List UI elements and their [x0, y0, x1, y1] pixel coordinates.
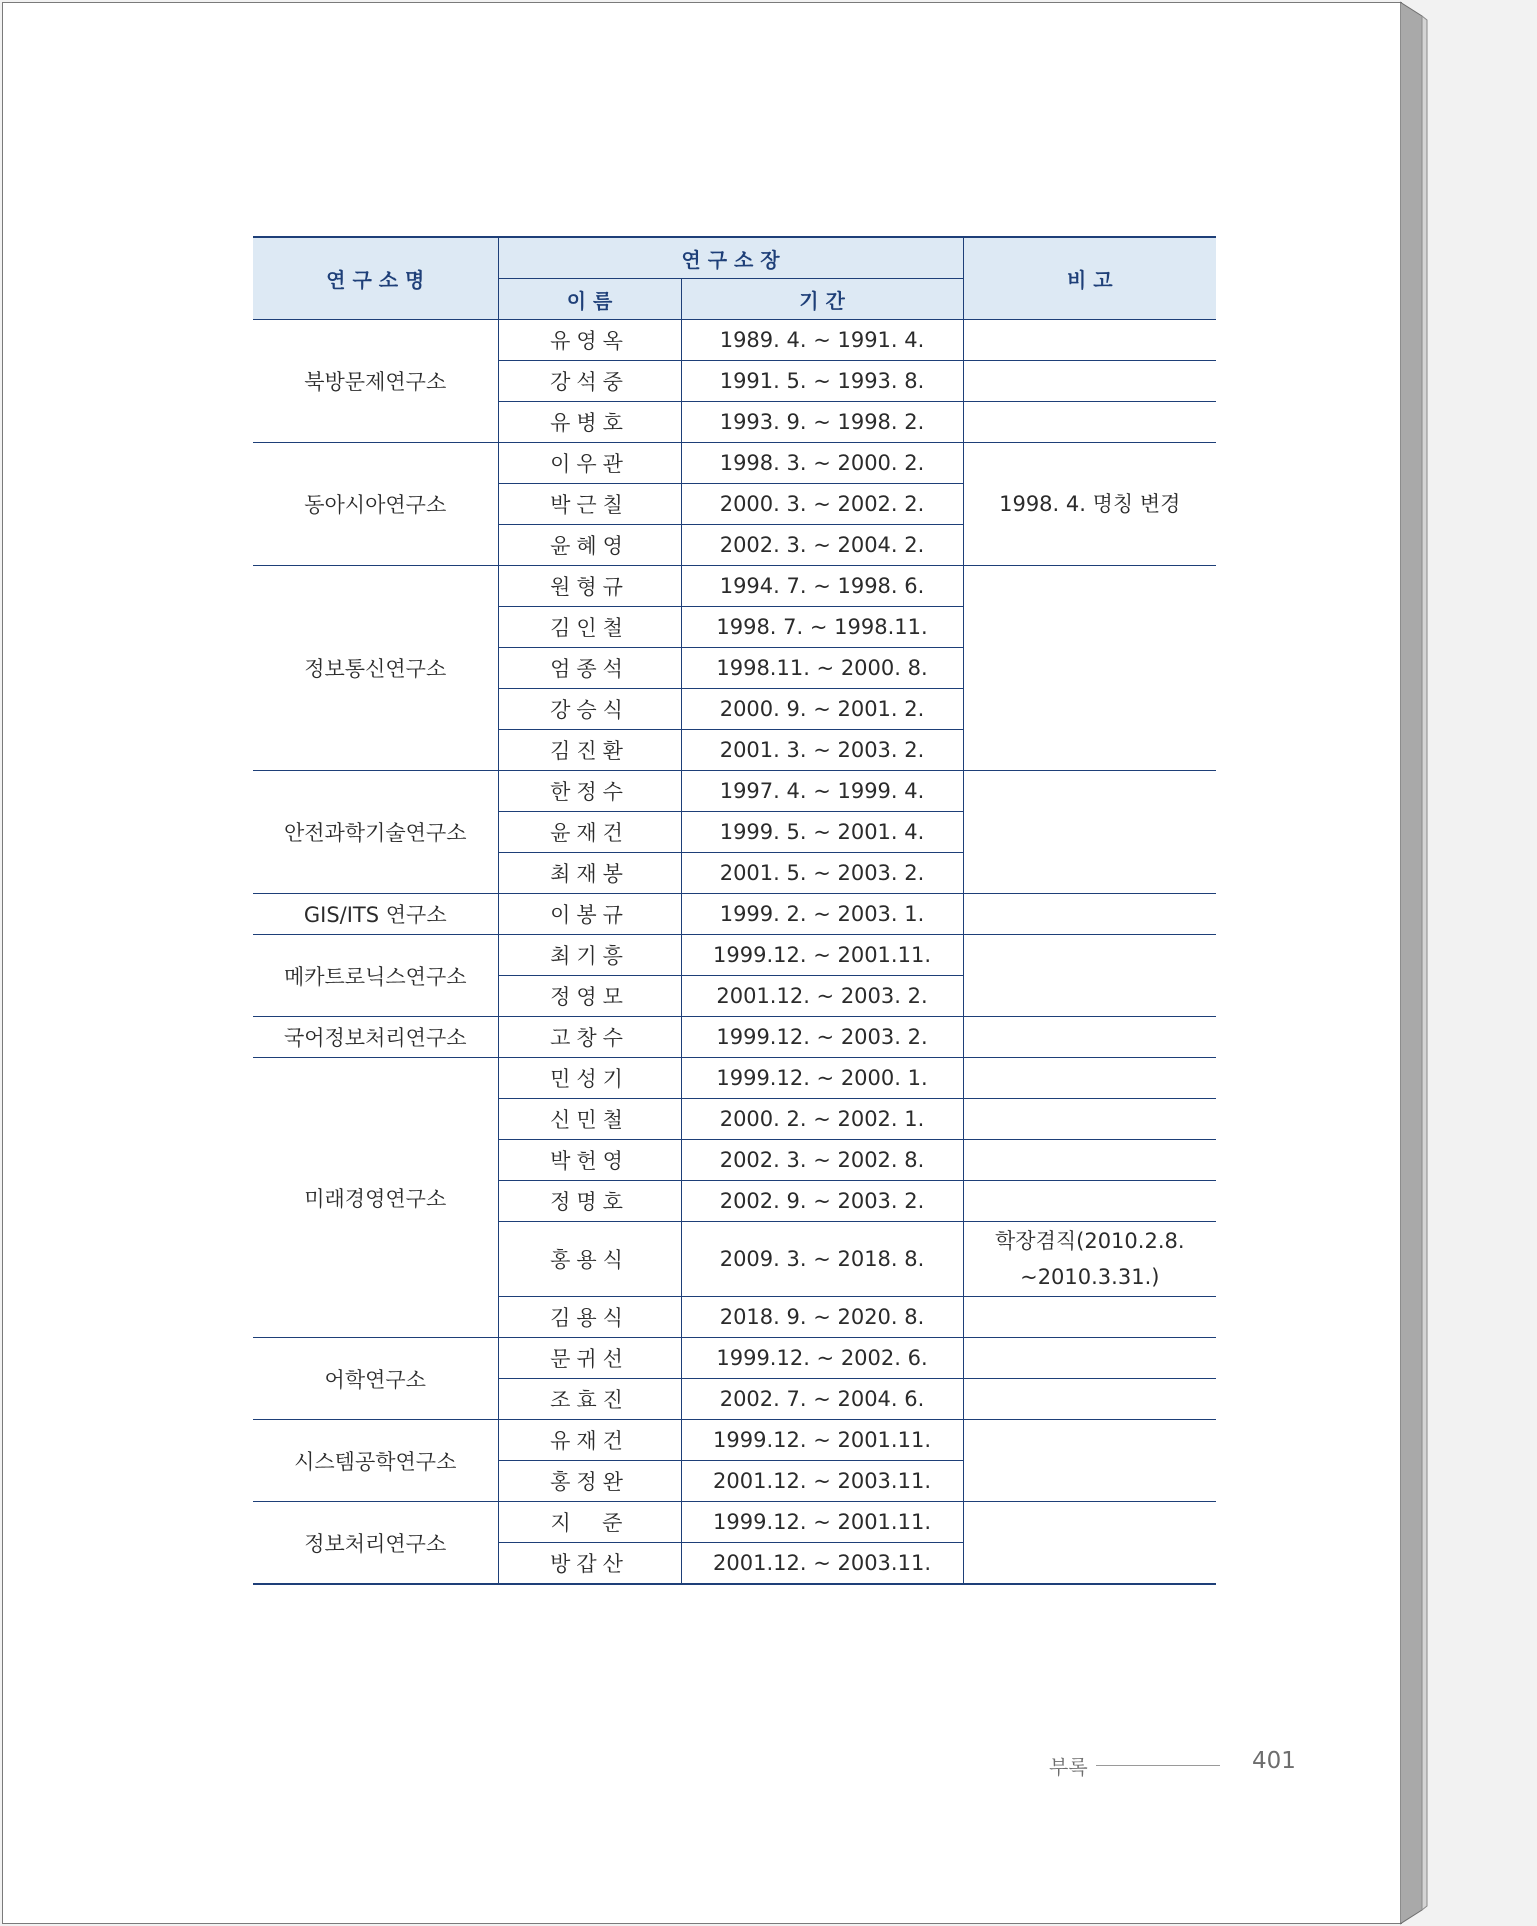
table-row — [253, 1017, 1216, 1058]
director-name: 고창수 — [498, 1017, 681, 1058]
institute-cell: 동아시아연구소 — [253, 443, 498, 566]
note-cell — [963, 1420, 1216, 1502]
director-name: 유병호 — [498, 402, 681, 443]
director-name: 민성기 — [498, 1058, 681, 1099]
table-row — [253, 771, 1216, 812]
term-period: 1989. 4. ~ 1991. 4. — [681, 320, 963, 361]
director-name: 박헌영 — [498, 1140, 681, 1181]
director-name: 엄종석 — [498, 648, 681, 689]
director-name: 윤혜영 — [498, 525, 681, 566]
director-name: 최기흥 — [498, 935, 681, 976]
note-cell — [963, 771, 1216, 894]
director-name: 정명호 — [498, 1181, 681, 1222]
institute-cell: 메카트로닉스연구소 — [253, 935, 498, 1017]
footer-section-label: 부록 — [1049, 1755, 1088, 1779]
term-period: 2001. 5. ~ 2003. 2. — [681, 853, 963, 894]
director-name: 강승식 — [498, 689, 681, 730]
note-cell — [963, 1297, 1216, 1338]
header-name: 이 름 — [498, 279, 681, 320]
director-name: 이봉규 — [498, 894, 681, 935]
director-name: 유영옥 — [498, 320, 681, 361]
director-name: 지 준 — [498, 1502, 681, 1543]
note-cell — [963, 1338, 1216, 1379]
institute-directors-table — [253, 236, 1216, 1585]
term-period: 2002. 9. ~ 2003. 2. — [681, 1181, 963, 1222]
director-name: 신민철 — [498, 1099, 681, 1140]
term-period: 2001.12. ~ 2003.11. — [681, 1461, 963, 1502]
term-period: 1999.12. ~ 2002. 6. — [681, 1338, 963, 1379]
term-period: 1999. 2. ~ 2003. 1. — [681, 894, 963, 935]
term-period: 1999.12. ~ 2001.11. — [681, 935, 963, 976]
term-period: 2001.12. ~ 2003. 2. — [681, 976, 963, 1017]
term-period: 1999.12. ~ 2001.11. — [681, 1420, 963, 1461]
term-period: 1991. 5. ~ 1993. 8. — [681, 361, 963, 402]
institute-cell: 안전과학기술연구소 — [253, 771, 498, 894]
institute-cell: 정보처리연구소 — [253, 1502, 498, 1585]
term-period: 2000. 9. ~ 2001. 2. — [681, 689, 963, 730]
note-cell — [963, 361, 1216, 402]
table-body — [253, 320, 1216, 1585]
note-cell — [963, 1222, 1216, 1297]
term-period: 2000. 2. ~ 2002. 1. — [681, 1099, 963, 1140]
term-period: 2001.12. ~ 2003.11. — [681, 1543, 963, 1585]
term-period: 2002. 7. ~ 2004. 6. — [681, 1379, 963, 1420]
term-period: 1999.12. ~ 2001.11. — [681, 1502, 963, 1543]
term-period: 2001. 3. ~ 2003. 2. — [681, 730, 963, 771]
term-period: 1999. 5. ~ 2001. 4. — [681, 812, 963, 853]
term-period: 2002. 3. ~ 2004. 2. — [681, 525, 963, 566]
note-cell — [963, 566, 1216, 771]
header-director: 연 구 소 장 — [498, 237, 963, 279]
director-name: 방갑산 — [498, 1543, 681, 1585]
note-line: ~2010.3.31.) — [1020, 1265, 1160, 1289]
term-period: 1993. 9. ~ 1998. 2. — [681, 402, 963, 443]
director-name: 문귀선 — [498, 1338, 681, 1379]
table-row — [253, 1420, 1216, 1461]
note-cell — [963, 1181, 1216, 1222]
term-period: 1999.12. ~ 2003. 2. — [681, 1017, 963, 1058]
director-name: 김진환 — [498, 730, 681, 771]
director-name: 강석중 — [498, 361, 681, 402]
page-number: 401 — [1252, 1748, 1296, 1774]
institute-cell: 어학연구소 — [253, 1338, 498, 1420]
director-name: 홍용식 — [498, 1222, 681, 1297]
institute-cell: 국어정보처리연구소 — [253, 1017, 498, 1058]
director-name: 조효진 — [498, 1379, 681, 1420]
director-name: 박근칠 — [498, 484, 681, 525]
director-name: 한정수 — [498, 771, 681, 812]
note-cell — [963, 320, 1216, 361]
director-name: 김인철 — [498, 607, 681, 648]
institute-cell: 북방문제연구소 — [253, 320, 498, 443]
term-period: 2000. 3. ~ 2002. 2. — [681, 484, 963, 525]
director-name: 정영모 — [498, 976, 681, 1017]
institute-cell: 미래경영연구소 — [253, 1058, 498, 1338]
term-period: 2009. 3. ~ 2018. 8. — [681, 1222, 963, 1297]
term-period: 1999.12. ~ 2000. 1. — [681, 1058, 963, 1099]
director-name: 원형규 — [498, 566, 681, 607]
footer-rule — [1096, 1765, 1220, 1766]
header-note: 비 고 — [963, 237, 1216, 320]
note-cell — [963, 1502, 1216, 1585]
table-row — [253, 443, 1216, 484]
table-row — [253, 1338, 1216, 1379]
note-cell — [963, 1379, 1216, 1420]
institute-cell: GIS/ITS 연구소 — [253, 894, 498, 935]
note-cell — [963, 1017, 1216, 1058]
note-cell — [963, 1058, 1216, 1099]
table-row — [253, 320, 1216, 361]
book-page-edge — [1400, 0, 1428, 1926]
institute-cell: 정보통신연구소 — [253, 566, 498, 771]
note-cell — [963, 1140, 1216, 1181]
director-name: 최재봉 — [498, 853, 681, 894]
note-cell: 1998. 4. 명칭 변경 — [963, 443, 1216, 566]
table-header — [253, 237, 1216, 320]
table-row — [253, 1502, 1216, 1543]
term-period: 1997. 4. ~ 1999. 4. — [681, 771, 963, 812]
term-period: 1998.11. ~ 2000. 8. — [681, 648, 963, 689]
director-name: 이우관 — [498, 443, 681, 484]
note-cell — [963, 894, 1216, 935]
term-period: 2002. 3. ~ 2002. 8. — [681, 1140, 963, 1181]
table-row — [253, 1058, 1216, 1099]
term-period: 1998. 7. ~ 1998.11. — [681, 607, 963, 648]
term-period: 2018. 9. ~ 2020. 8. — [681, 1297, 963, 1338]
table-row — [253, 935, 1216, 976]
director-name: 김용식 — [498, 1297, 681, 1338]
note-cell — [963, 935, 1216, 1017]
note-line: 학장겸직(2010.2.8. — [995, 1229, 1185, 1253]
director-name: 홍정완 — [498, 1461, 681, 1502]
table-row — [253, 566, 1216, 607]
term-period: 1994. 7. ~ 1998. 6. — [681, 566, 963, 607]
header-institute: 연 구 소 명 — [253, 237, 498, 320]
institute-cell: 시스템공학연구소 — [253, 1420, 498, 1502]
note-cell — [963, 402, 1216, 443]
header-period: 기 간 — [681, 279, 963, 320]
note-cell — [963, 1099, 1216, 1140]
table-row — [253, 894, 1216, 935]
term-period: 1998. 3. ~ 2000. 2. — [681, 443, 963, 484]
director-name: 유재건 — [498, 1420, 681, 1461]
director-name: 윤재건 — [498, 812, 681, 853]
